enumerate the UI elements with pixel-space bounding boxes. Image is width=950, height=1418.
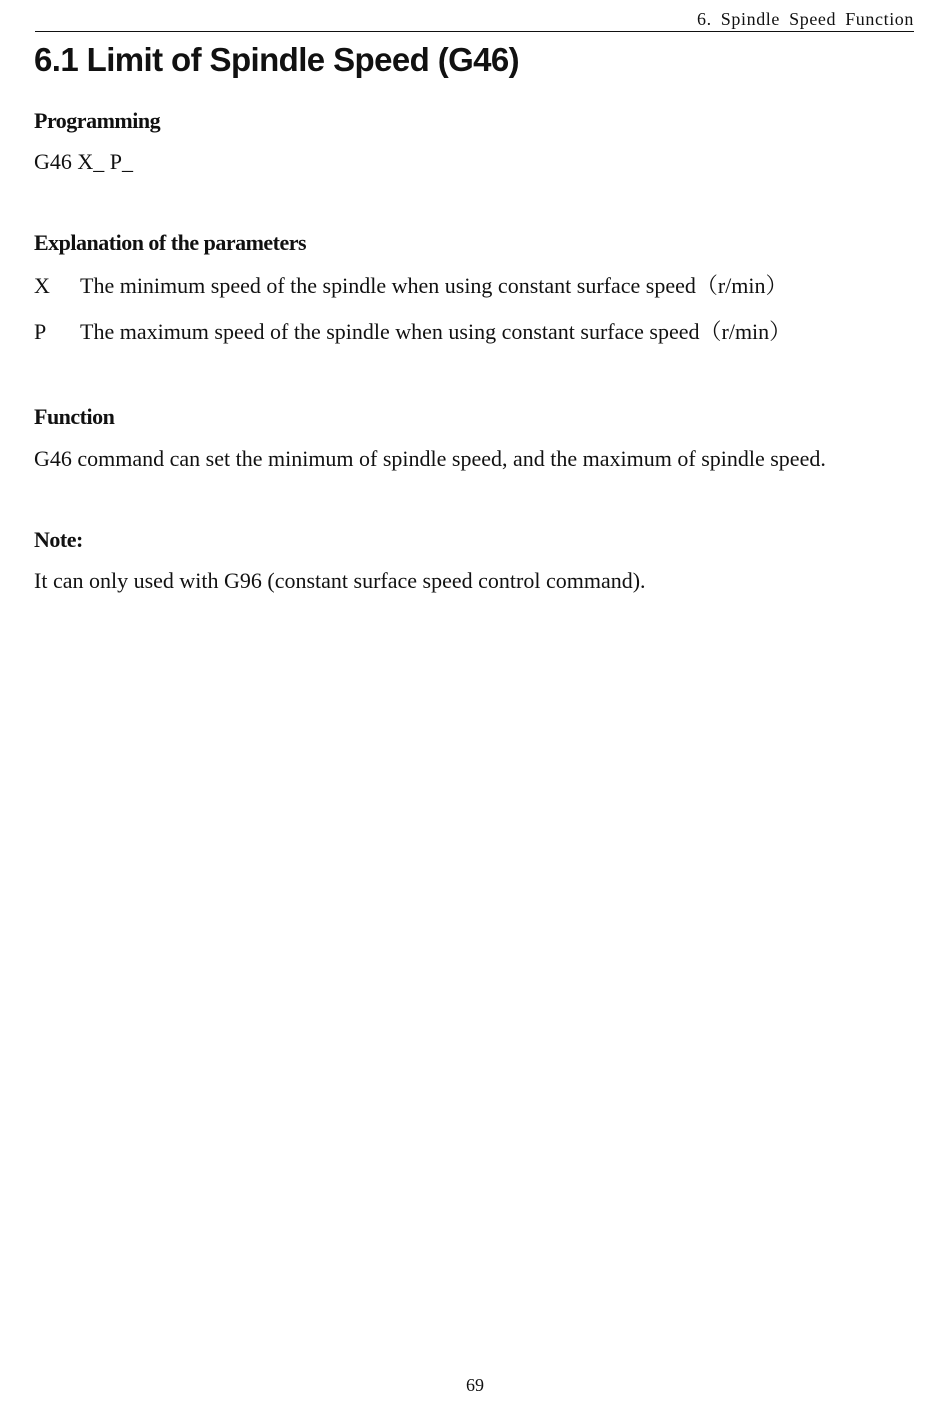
parameter-row-x <box>34 272 914 300</box>
programming-syntax: G46 X_ P_ <box>34 149 134 174</box>
programming-heading: Programming <box>34 108 161 133</box>
function-heading: Function <box>34 404 115 429</box>
parameter-key: P <box>34 319 47 344</box>
note-heading: Note: <box>34 527 83 552</box>
page-number: 69 <box>466 1375 484 1395</box>
note-text: It can only used with G96 (constant surface speed control command). <box>34 568 646 593</box>
parameter-description: The maximum speed of the spindle when using constant surface speed（r/min） <box>80 319 792 344</box>
header-divider <box>35 31 914 32</box>
parameter-description: The minimum speed of the spindle when using constant surface speed（r/min） <box>80 273 788 298</box>
parameter-row-p <box>34 318 914 346</box>
function-text: G46 command can set the minimum of spindle speed, and the maximum of spindle speed. <box>34 446 826 471</box>
running-header: 6. Spindle Speed Function <box>697 9 914 29</box>
parameter-key: X <box>34 273 50 298</box>
section-title: 6.1 Limit of Spindle Speed (G46) <box>34 41 520 78</box>
parameters-heading: Explanation of the parameters <box>34 230 307 255</box>
